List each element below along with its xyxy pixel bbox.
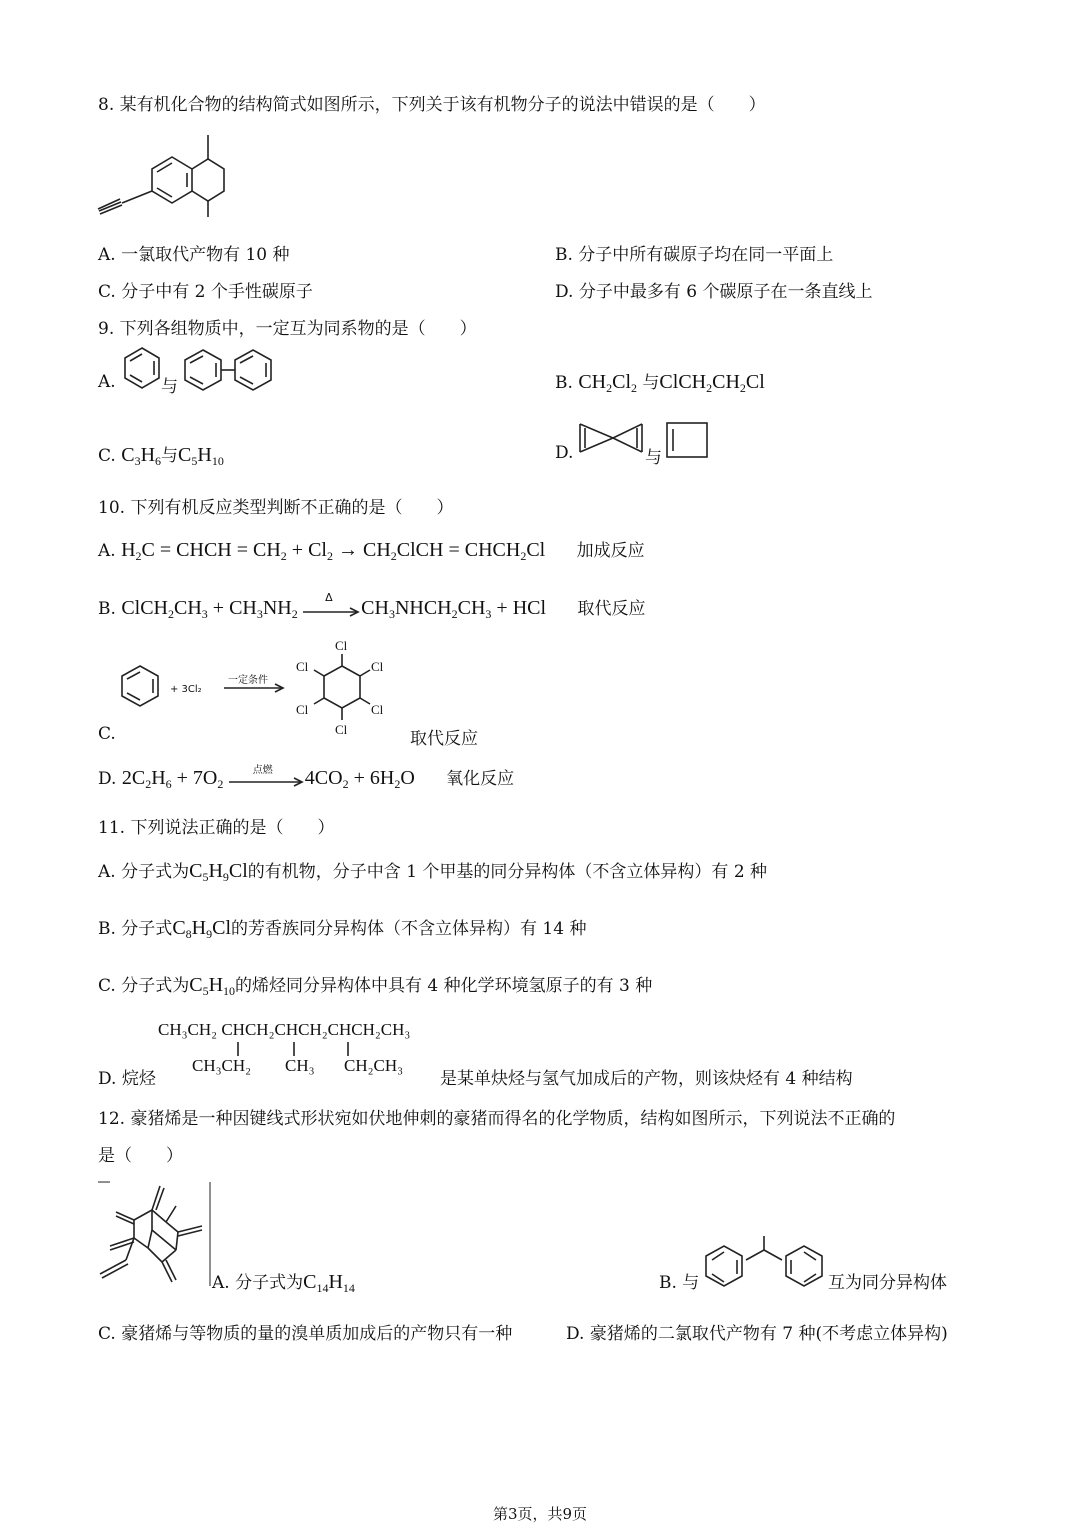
- q8-stem: 8. 某有机化合物的结构简式如图所示，下列关于该有机物分子的说法中错误的是（ ）: [98, 95, 766, 115]
- q9-a-yu: 与: [161, 377, 178, 397]
- q10-c-type: 取代反应: [410, 729, 478, 749]
- q11-d-label: D. 烷烃: [98, 1069, 156, 1089]
- q10-option-b: B. $ClCH_2CH_3 + CH_3NH_2$ Δ $CH_3NHCH_2CH_3$ + HCl 取代反应: [98, 590, 646, 621]
- q10-c-reagent: + 3Cl₂: [170, 684, 202, 695]
- q9-option-c: C. $C_3H_6$与$C_5H_{10}$: [98, 444, 224, 468]
- q12-option-c: C. 豪猪烯与等物质的量的溴单质加成后的产物只有一种: [98, 1324, 513, 1344]
- q10-option-d: D. $2C_2H_6 + 7O_2$ 点燃 $4CO_2 + 6H_2O$ 氧化反应: [98, 764, 515, 791]
- q9-d-bicyclic-diene: [578, 420, 648, 456]
- q10-b-arrow: Δ: [303, 603, 361, 617]
- q8-option-d: D. 分子中最多有 6 个碳原子在一条直线上: [555, 282, 873, 302]
- page-footer: 第3页，共9页: [492, 1505, 588, 1523]
- q9-option-b: B. $CH_2Cl_2$ 与$ClCH_2CH_2Cl$: [555, 371, 765, 395]
- q11-option-c: C. 分子式为$C_5H_{10}$的烯烃同分异构体中具有 4 种化学环境氢原子的有 3 种: [98, 974, 653, 998]
- q11-option-b: B. 分子式$C_8H_9Cl$的芳香族同分异构体（不含立体异构）有 14 种: [98, 917, 587, 941]
- q10-d-arrow: 点燃: [229, 773, 305, 787]
- svg-text:Cl: Cl: [371, 702, 384, 717]
- svg-text:Cl: Cl: [296, 659, 309, 674]
- q11-d-main-chain: CH₃CH₂ CHCH₂CHCH₂CHCH₂CH₃: [158, 1020, 411, 1039]
- q12-b-text: 互为同分异构体: [828, 1273, 947, 1293]
- q12-stem-line2: 是（ ）: [98, 1146, 183, 1166]
- q8-cyclohexane-ring: [192, 159, 224, 201]
- q11-d-branch-2: CH₃: [285, 1056, 315, 1075]
- q12-b-diphenylethane: [700, 1232, 828, 1292]
- q10-c-product: [296, 638, 384, 737]
- svg-text:Cl: Cl: [335, 722, 348, 737]
- q11-option-a: A. 分子式为$C_5H_9Cl$的有机物，分子中含 1 个甲基的同分异构体（不含立体异构）有 2 种: [98, 860, 768, 884]
- q11-d-text: 是某单炔烃与氢气加成后的产物，则该炔烃有 4 种结构: [440, 1069, 853, 1089]
- q8-structure: [90, 125, 250, 225]
- q9-d-yu: 与: [645, 448, 662, 468]
- svg-text:Cl: Cl: [296, 702, 309, 717]
- q9-d-label: D.: [555, 443, 574, 463]
- q12-b-label: B. 与: [659, 1273, 700, 1293]
- q8-alkyne-bond: [122, 191, 152, 203]
- q11-d-branch-1: CH₃CH₂: [192, 1056, 252, 1075]
- q8-option-c: C. 分子中有 2 个手性碳原子: [98, 282, 313, 302]
- q10-option-a: A. $H_2C$ = CHCH = $CH_2 + Cl_2$ → $CH_2ClCH$ = $CHCH_2Cl$ 加成反应: [98, 539, 645, 563]
- q11-d-branch-3: CH₂CH₃: [344, 1056, 404, 1075]
- q10-c-benzene: [122, 666, 158, 706]
- q12-option-d: D. 豪猪烯的二氯取代产物有 7 种(不考虑立体异构): [566, 1324, 948, 1344]
- q10-c-condition: 一定条件: [228, 675, 268, 686]
- q9-a-label: A.: [98, 372, 116, 392]
- q9-a-biphenyl: [181, 348, 277, 392]
- q9-d-cyclobutene: [665, 421, 709, 459]
- q9-a-benzene: [122, 346, 162, 390]
- q8-option-b: B. 分子中所有碳原子均在同一平面上: [555, 245, 834, 265]
- q8-option-a: A. 一氯取代产物有 10 种: [98, 245, 290, 265]
- q12-option-a: A. 分子式为$C_{14}H_{14}$: [212, 1271, 355, 1295]
- q10-c-reaction: [112, 636, 402, 740]
- q9-stem: 9. 下列各组物质中，一定互为同系物的是（ ）: [98, 319, 477, 339]
- svg-text:Cl: Cl: [371, 659, 384, 674]
- svg-text:Cl: Cl: [335, 638, 348, 653]
- q12-stem-line1: 12. 豪猪烯是一种因键线式形状宛如伏地伸刺的豪猪而得名的化学物质，结构如图所示，下列说法不正确的: [98, 1109, 896, 1129]
- q12-porcupine-structure: [96, 1180, 214, 1288]
- q10-c-label: C.: [98, 724, 116, 744]
- q10-stem: 10. 下列有机反应类型判断不正确的是（ ）: [98, 498, 454, 518]
- q11-stem: 11. 下列说法正确的是（ ）: [98, 818, 335, 838]
